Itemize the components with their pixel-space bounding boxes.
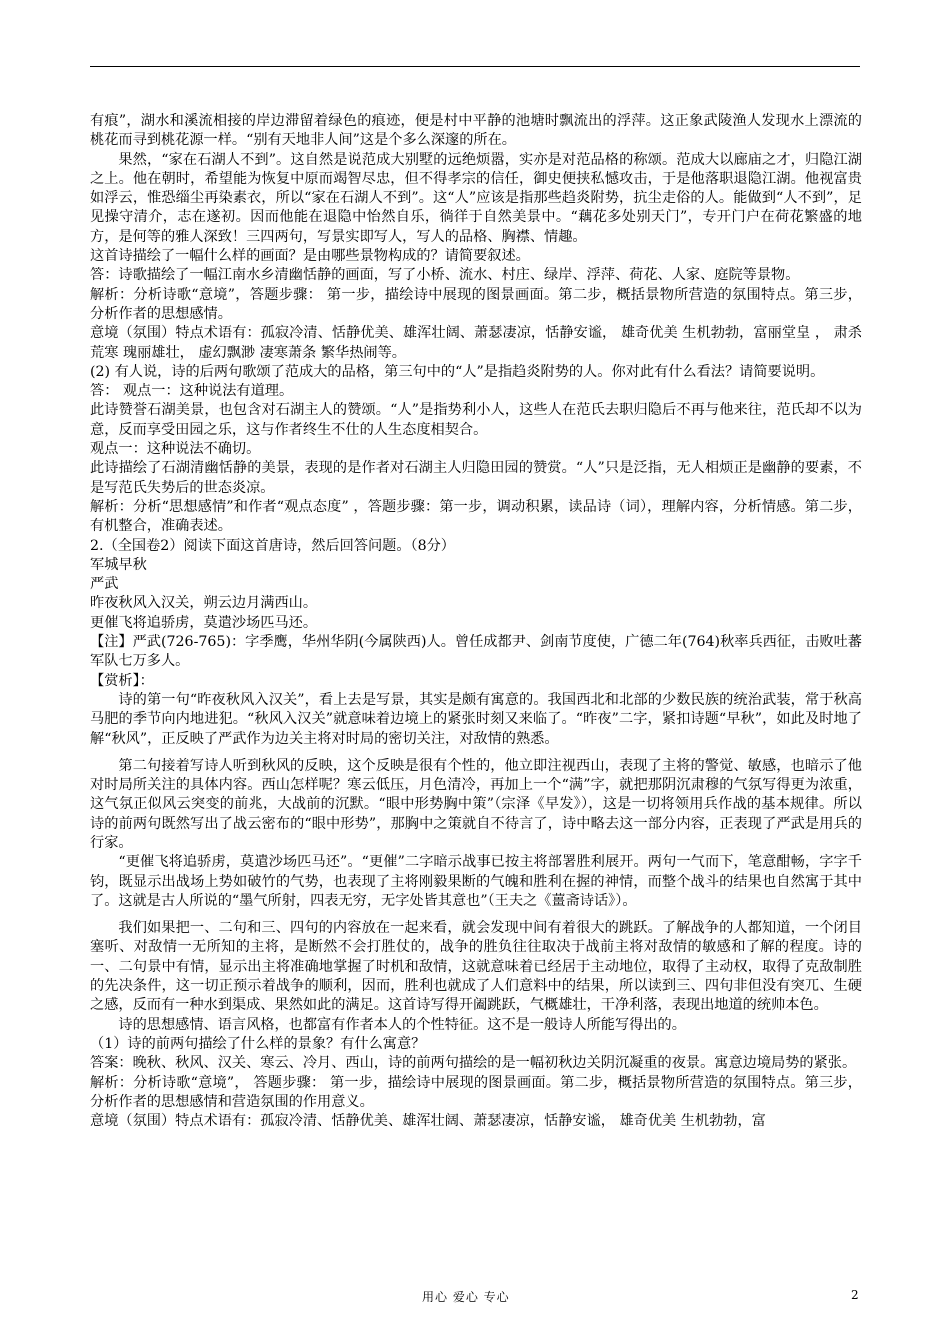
body-text xyxy=(90,112,862,1131)
terminology: 意境（氛围）特点术语有：孤寂冷清、恬静优美、雄浑壮阔、萧瑟凄凉，恬静安谧， 雄奇优美 生机勃勃，富丽堂皇 ， 肃杀荒寒 瑰丽雄壮， 虚幻飘渺 凄寒萧条 繁华热闹等。 xyxy=(90,325,862,361)
answer: 答： 观点一：这种说法有道理。 xyxy=(90,383,294,400)
poem-author: 严武 xyxy=(90,576,119,593)
analysis: 解析：分析诗歌“意境”， 答题步骤： 第一步，描绘诗中展现的图景画面。第二步，概括景物所营造的氛围特点。第三步， 分析作者的思想感情和营造氛围的作用意义。 xyxy=(90,1074,862,1110)
note: 【注】严武(726-765)：字季鹰，华州华阴(今属陕西)人。曾任成都尹、剑南节度使，广德二年(764)秋率兵西征，击败吐蕃军队七万多人。 xyxy=(90,634,862,670)
analysis: 解析：分析“思想感情”和作者“观点态度” ，答题步骤：第一步，调动积累，读品诗（词），理解内容，分析情感。第二步，有机整合，准确表述。 xyxy=(90,498,862,535)
header-rule xyxy=(90,66,860,67)
question: （1）诗的前两句描绘了什么样的景象？有什么寓意？ xyxy=(90,1035,426,1052)
paragraph: “更催飞将追骄虏，莫遣沙场匹马还”。“更催”二字暗示战事已按主将部署胜利展开。两句一气而下，笔意酣畅，字字千钧，既显示出战场上势如破竹的气势，也表现了主将刚毅果断的气魄和胜利在握的神情，而整个战斗的结果也自然寓于其中了。这就是古人所说的“墨气所射，四表无穷，无字处皆其意也”（王夫之《薑斋诗话》）。 xyxy=(90,854,862,909)
answer: 答：诗歌描绘了一幅江南水乡清幽恬静的画面，写了小桥、流水、村庄、绿岸、浮萍、荷花、人家、庭院等景物。 xyxy=(90,267,800,284)
paragraph: 我们如果把一、二句和三、四句的内容放在一起来看，就会发现中间有着很大的跳跃。了解战争的人都知道，一个闭目塞听、对敌情一无所知的主将，是断然不会打胜仗的，战争的胜负往往取决于战前主将对敌情的敏感和了解的程度。诗的一、二句景中有情，显示出主将准确地掌握了时机和敌情，这就意味着已经居于主动地位，取得了主动权，取得了克敌制胜的先决条件，这一切正预示着战争的顺利，因而，胜利也就成了人们意料中的结果，所以读到三、四句非但没有突兀、生硬之感，反而有一种水到渠成、果然如此的满足。这首诗写得开阖跳跃，气概雄壮，干净利落，表现出地道的统帅本色。 xyxy=(90,920,862,1014)
analysis: 解析：分析诗歌“意境”，答题步骤： 第一步，描绘诗中展现的图景画面。第二步，概括景物所营造的氛围特点。第三步， 分析作者的思想感情。 xyxy=(90,286,862,322)
paragraph: 诗的思想感情、语言风格，也都富有作者本人的个性特征。这不是一般诗人所能写得出的。 xyxy=(118,1016,686,1033)
terminology: 意境（氛围）特点术语有：孤寂冷清、恬静优美、雄浑壮阔、萧瑟凄凉，恬静安谧， 雄奇优美 生机勃勃，富 xyxy=(90,1113,766,1130)
paragraph: 果然，“家在石湖人不到”。这自然是说范成大别墅的远绝烦嚣，实亦是对范品格的称颂。范成大以廊庙之才，归隐江湖之上。他在朝时，希望能为恢复中原而竭智尽忠，但不得孝宗的信任，御史便挟私憾攻击，于是他落职退隐江湖。他视富贵如浮云，惟恐缁尘再染素衣，所以“家在石湖人不到”。这“人”应该是指那些趋炎附势，抗尘走俗的人。能做到“人不到”，足见操守清介，志在遂初。因而他能在退隐中怡然自乐，徜徉于自然美景中。“藕花多处别天门”，专开门户在荷花繁盛的地方，是何等的雅人深致！三四两句，写景实即写人，写人的品格、胸襟、情趣。 xyxy=(90,151,862,245)
question: 这首诗描绘了一幅什么样的画面？是由哪些景物构成的？请简要叙述。 xyxy=(90,248,530,265)
poem-line: 更催飞将追骄虏，莫遣沙场匹马还。 xyxy=(90,614,318,631)
paragraph: 有痕”，湖水和溪流相接的岸边滞留着绿色的痕迹，便是村中平静的池塘时飘流出的浮萍。这正象武陵渔人发现水上漂流的桃花而寻到桃花源一样。“别有天地非人间”这是个多么深邃的所在。 xyxy=(90,113,862,149)
question: (2) 有人说，诗的后两句歌颂了范成大的品格，第三句中的“人”是指趋炎附势的人。你对此有什么看法？请简要说明。 xyxy=(90,363,825,380)
footer-motto: 用心 爱心 专心 xyxy=(422,1290,510,1304)
appreciation-heading: 【赏析】： xyxy=(90,672,154,689)
question-heading: 2.（全国卷2）阅读下面这首唐诗，然后回答问题。（8分） xyxy=(90,537,455,554)
paragraph: 观点一：这种说法不确切。 xyxy=(90,441,261,458)
answer: 答案：晚秋、秋风、汉关、寒云、冷月、西山，诗的前两句描绘的是一幅初秋边关阴沉凝重的夜景。寓意边境局势的紧张。 xyxy=(90,1055,857,1072)
paragraph: 诗的第一句“昨夜秋风入汉关”，看上去是写景，其实是颇有寓意的。我国西北和北部的少数民族的统治武装，常于秋高马肥的季节向内地进犯。“秋风入汉关”就意味着边境上的紧张时刻又来临了。“昨夜”二字，紧扣诗题“早秋”，如此及时地了解“秋风”，正反映了严武作为边关主将对时局的密切关注，对敌情的熟悉。 xyxy=(90,691,862,747)
page-number: 2 xyxy=(851,1288,859,1302)
paragraph: 第二句接着写诗人听到秋风的反映，这个反映是很有个性的，他立即注视西山，表现了主将的警觉、敏感，也暗示了他对时局所关注的具体内容。西山怎样呢？寒云低压，月色清冷，再加上一个“满”字，就把那阴沉肃穆的气氛写得更为浓重，这气氛正似风云突变的前兆，大战前的沉默。“眼中形势胸中策”（宗泽《早发》），这是一切将领用兵作战的基本规律。所以诗的前两句既然写出了战云密布的“眼中形势”，那胸中之策就自不待言了，诗中略去这一部分内容，正表现了严武是用兵的行家。 xyxy=(90,757,862,851)
poem-line: 昨夜秋风入汉关，朔云边月满西山。 xyxy=(90,595,318,612)
poem-title: 军城早秋 xyxy=(90,556,147,573)
paragraph: 此诗赞誉石湖美景，也包含对石湖主人的赞颂。“人”是指势利小人，这些人在范氏去职归隐后不再与他来往，范氏却不以为意，反而享受田园之乐，这与作者终生不仕的人生态度相契合。 xyxy=(90,402,862,438)
paragraph: 此诗描绘了石湖清幽恬静的美景，表现的是作者对石湖主人归隐田园的赞赏。“人”只是泛指，无人相烦正是幽静的要素，不是写范氏失势后的世态炎凉。 xyxy=(90,460,862,496)
